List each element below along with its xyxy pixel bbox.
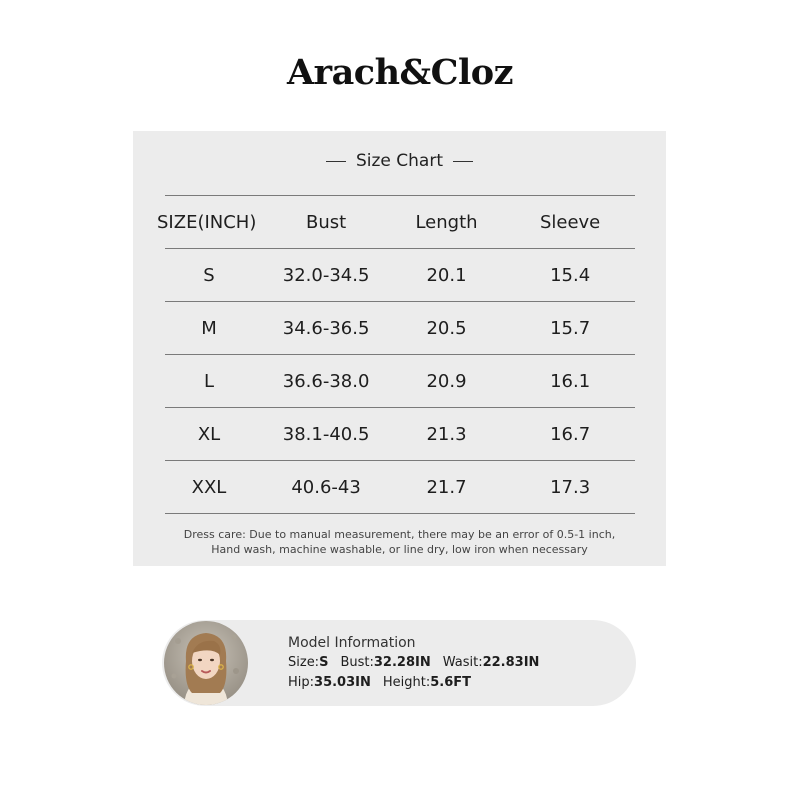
cell-length: 20.9: [388, 355, 505, 408]
model-bust-value: 32.28IN: [373, 655, 431, 670]
cell-length: 21.3: [388, 408, 505, 461]
cell-sleeve: 16.7: [505, 408, 635, 461]
cell-sleeve: 17.3: [505, 461, 635, 514]
header-size: SIZE(INCH): [165, 196, 264, 249]
size-table: [157, 195, 635, 514]
cell-length: 20.5: [388, 302, 505, 355]
brand-logo: Arach&Cloz: [286, 52, 513, 93]
table-header-row: [165, 196, 635, 249]
cell-bust: 38.1-40.5: [264, 408, 387, 461]
header-bust: Bust: [264, 196, 387, 249]
cell-sleeve: 16.1: [505, 355, 635, 408]
table-row: [165, 355, 635, 408]
cell-length: 21.7: [388, 461, 505, 514]
model-height-value: 5.6FT: [430, 675, 472, 690]
cell-bust: 32.0-34.5: [264, 249, 387, 302]
table-row: [165, 461, 635, 514]
cell-size: XXL: [165, 461, 264, 514]
model-height-label: Height:: [382, 675, 431, 690]
model-bust-label: Bust:: [340, 655, 374, 670]
cell-length: 20.1: [388, 249, 505, 302]
cell-size: L: [165, 355, 264, 408]
table-row: [165, 249, 635, 302]
care-note: [133, 527, 666, 557]
title-dash-left: [326, 161, 346, 162]
size-chart-title-text: Size Chart: [355, 151, 444, 171]
avatar-illustration: [164, 621, 248, 705]
size-chart-title: [133, 151, 666, 171]
model-size-label: Size:: [288, 655, 320, 670]
cell-bust: 36.6-38.0: [264, 355, 387, 408]
model-info-line-1: [288, 653, 539, 673]
care-note-line-2: Hand wash, machine washable, or line dry, low iron when necessary: [211, 543, 588, 556]
model-size-value: S: [319, 655, 329, 670]
table-row: [165, 408, 635, 461]
cell-sleeve: 15.7: [505, 302, 635, 355]
header-length: Length: [388, 196, 505, 249]
title-dash-right: [453, 161, 473, 162]
model-info-card: [162, 620, 636, 706]
cell-bust: 40.6-43: [264, 461, 387, 514]
header-sleeve: Sleeve: [505, 196, 635, 249]
model-waist-value: 22.83IN: [482, 655, 540, 670]
table-row: [165, 302, 635, 355]
model-info-line-2: [288, 673, 539, 693]
model-info-heading: Model Information: [288, 635, 416, 651]
model-hip-label: Hip:: [288, 675, 315, 690]
cell-bust: 34.6-36.5: [264, 302, 387, 355]
model-portrait-icon: [164, 621, 248, 705]
model-hip-value: 35.03IN: [314, 675, 371, 690]
care-note-line-1: Dress care: Due to manual measurement, there may be an error of 0.5-1 inch,: [183, 528, 616, 541]
model-info-text: [288, 633, 539, 693]
cell-size: M: [165, 302, 264, 355]
cell-size: XL: [165, 408, 264, 461]
cell-size: S: [165, 249, 264, 302]
size-chart-card: [133, 131, 666, 566]
model-waist-label: Wasit:: [442, 655, 483, 670]
cell-sleeve: 15.4: [505, 249, 635, 302]
